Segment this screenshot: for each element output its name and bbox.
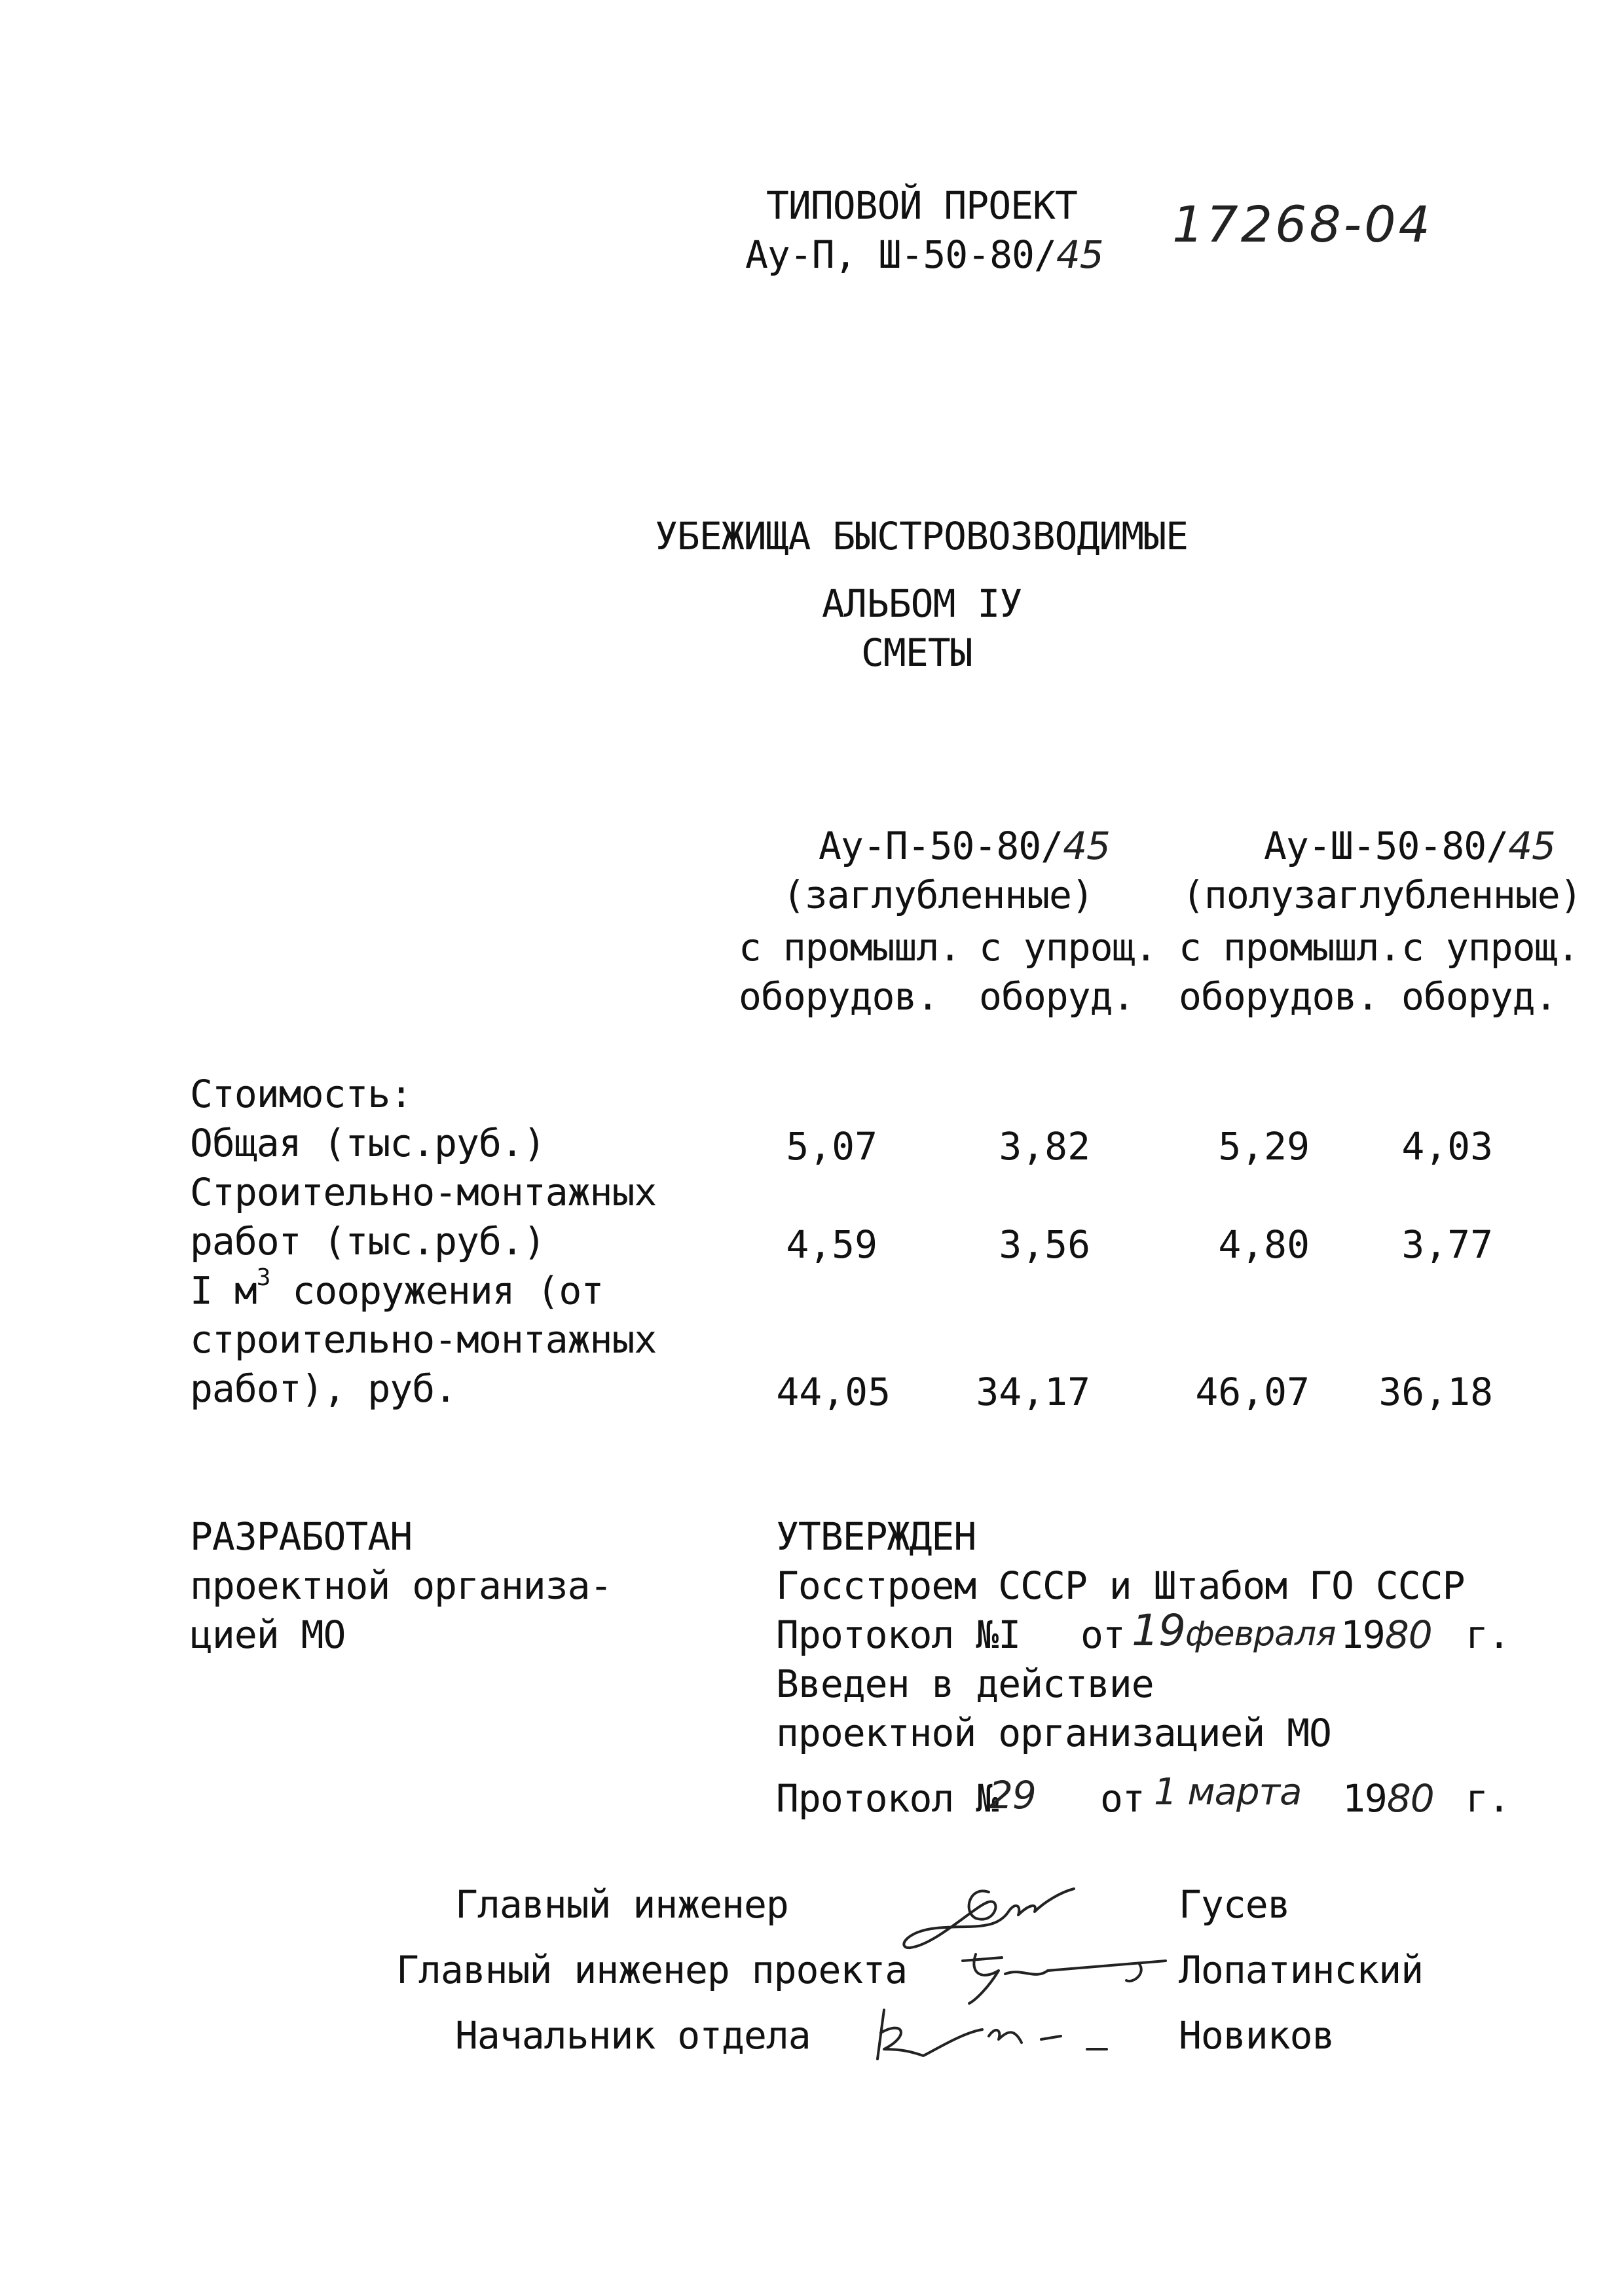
approved-protocol2-year <box>1342 1776 1434 1821</box>
approved-protocol1 <box>776 1613 1021 1657</box>
signature-role-2: Главный инженер проекта <box>396 1948 908 1992</box>
group-header-1-handwritten: 45 <box>1063 824 1110 868</box>
approved-protocol2-label: Протокол № <box>776 1776 999 1821</box>
developed-line1: проектной организа- <box>190 1563 612 1608</box>
group-header-2 <box>1264 824 1555 868</box>
title-line1: УБЕЖИЩА БЫСТРОВОЗВОДИМЫЕ <box>655 514 1189 558</box>
group-header-1-printed: Ау-П-50-80/ <box>819 824 1063 868</box>
row3-label-b: сооружения (от <box>270 1268 604 1313</box>
header-line2-printed: Ау-П, Ш-50-80/ <box>745 232 1056 277</box>
row2-label-line2: работ (тыс.руб.) <box>190 1219 545 1264</box>
group-subtitle-1: (заглубленные) <box>783 873 1094 917</box>
approved-line1: Госстроем СССР и Штабом ГО СССР <box>776 1563 1465 1608</box>
subheader-3-line1: с промышл. <box>1179 925 1401 970</box>
protocol1-number: I <box>998 1613 1021 1657</box>
title-line3: СМЕТЫ <box>861 630 972 675</box>
subheader-1-line1: с промышл. <box>739 925 961 970</box>
row1-label: Общая (тыс.руб.) <box>190 1121 545 1165</box>
approved-protocol1-suffix: г. <box>1466 1613 1510 1657</box>
group-subtitle-2: (полузаглубленные) <box>1182 873 1582 917</box>
section-label: Стоимость: <box>190 1072 413 1116</box>
group-header-2-printed: Ау-Ш-50-80/ <box>1264 824 1509 868</box>
title-line2: АЛЬБОМ IУ <box>822 581 1022 626</box>
row2-value-4: 3,77 <box>1401 1222 1493 1267</box>
row1-value-3: 5,29 <box>1218 1124 1310 1169</box>
row1-value-4: 4,03 <box>1401 1124 1493 1169</box>
row3-label-sup: 3 <box>256 1264 270 1291</box>
developed-title: РАЗРАБОТАН <box>190 1514 413 1559</box>
approved-protocol2-suffix: г. <box>1466 1776 1510 1821</box>
row3-value-4: 36,18 <box>1378 1370 1493 1414</box>
approved-protocol1-from: от <box>1080 1613 1125 1657</box>
row1-value-2: 3,82 <box>999 1124 1090 1169</box>
row2-value-2: 3,56 <box>999 1222 1090 1267</box>
protocol2-year-printed: 19 <box>1342 1776 1387 1821</box>
protocol2-year-handwritten: 80 <box>1386 1776 1434 1821</box>
subheader-3-line2: оборудов. <box>1179 974 1379 1019</box>
header-line2 <box>745 232 1103 277</box>
approved-protocol2-number: 29 <box>989 1773 1036 1817</box>
approved-protocol1-month: февраля <box>1185 1614 1336 1654</box>
row2-value-1: 4,59 <box>786 1222 877 1267</box>
approved-line3: Введен в действие <box>776 1662 1154 1706</box>
approved-line4: проектной организацией МО <box>776 1711 1331 1755</box>
subheader-2-line2: оборуд. <box>979 974 1135 1019</box>
project-code: 17268-04 <box>1172 195 1433 253</box>
approved-protocol2-from: от <box>1100 1776 1145 1821</box>
row3-label-a: I м <box>190 1268 257 1313</box>
subheader-4-line1: с упрощ. <box>1401 925 1579 970</box>
protocol1-label: Протокол № <box>776 1613 999 1657</box>
row2-value-3: 4,80 <box>1218 1222 1310 1267</box>
row1-value-1: 5,07 <box>786 1124 877 1169</box>
row3-value-3: 46,07 <box>1195 1370 1310 1414</box>
developed-line2: цией МО <box>190 1613 346 1657</box>
row3-label-line1 <box>190 1264 604 1313</box>
signature-role-3: Начальник отдела <box>455 2013 811 2058</box>
signature-name-1: Гусев <box>1179 1882 1290 1927</box>
group-header-2-handwritten: 45 <box>1508 824 1555 868</box>
row3-label-line2: строительно-монтажных <box>190 1317 657 1362</box>
group-header-1 <box>819 824 1110 868</box>
row3-value-2: 34,17 <box>976 1370 1090 1414</box>
header-line1: ТИПОВОЙ ПРОЕКТ <box>766 183 1077 228</box>
approved-protocol1-day: 19 <box>1132 1605 1185 1656</box>
protocol1-year-handwritten: 80 <box>1384 1613 1432 1657</box>
signature-3-drawing <box>864 1997 1139 2069</box>
approved-protocol2-date: 1 марта <box>1154 1771 1302 1813</box>
protocol1-year-printed: 19 <box>1340 1613 1385 1657</box>
approved-title: УТВЕРЖДЕН <box>776 1514 976 1559</box>
header-line2-handwritten: 45 <box>1056 232 1103 277</box>
row2-label-line1: Строительно-монтажных <box>190 1170 657 1214</box>
signature-name-3: Новиков <box>1179 2013 1335 2058</box>
subheader-2-line1: с упрощ. <box>979 925 1157 970</box>
subheader-1-line2: оборудов. <box>739 974 939 1019</box>
signature-role-1: Главный инженер <box>455 1882 788 1927</box>
row3-label-line3: работ), руб. <box>190 1366 457 1411</box>
subheader-4-line2: оборуд. <box>1401 974 1557 1019</box>
row3-value-1: 44,05 <box>776 1370 891 1414</box>
approved-protocol1-year <box>1340 1613 1432 1657</box>
signature-name-2: Лопатинский <box>1179 1948 1424 1992</box>
